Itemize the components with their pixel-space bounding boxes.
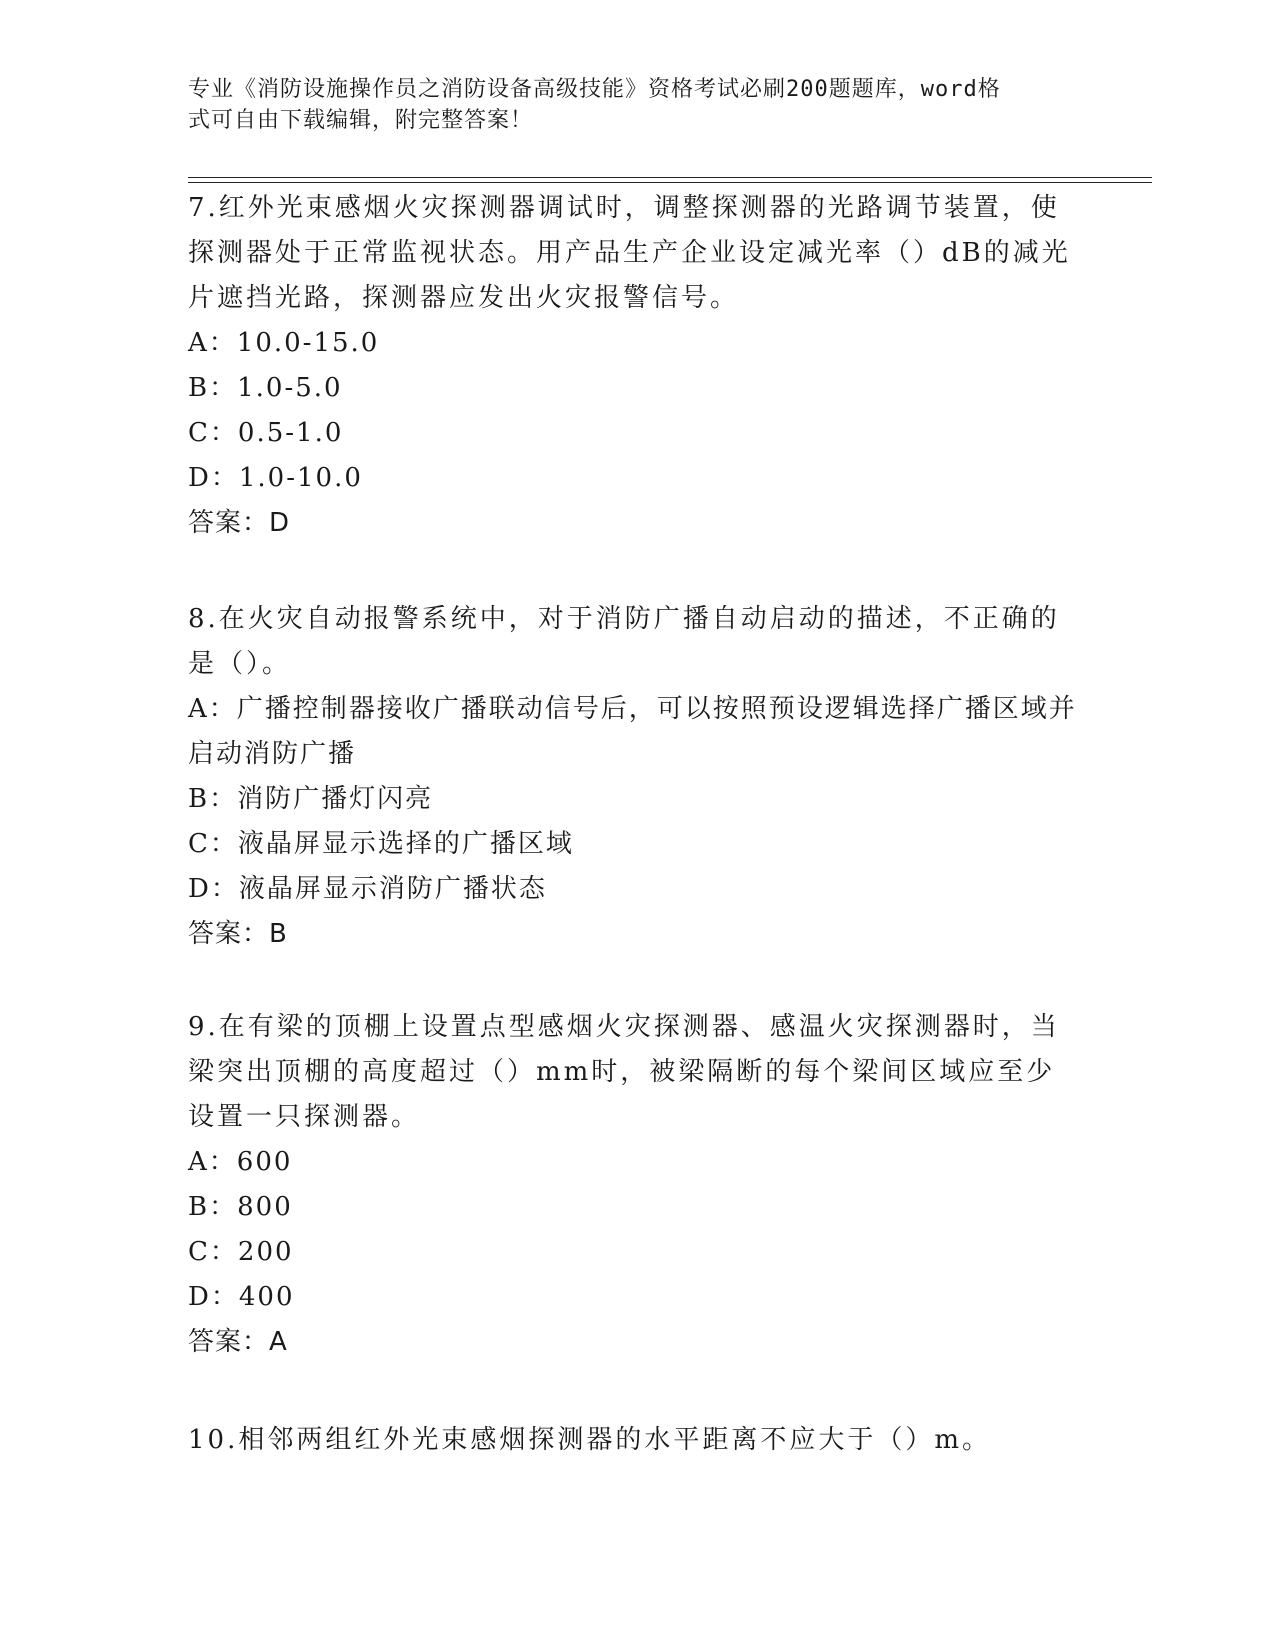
header-line-2: 式可自由下载编辑，附完整答案！ — [188, 108, 534, 133]
option-a — [188, 321, 1078, 366]
option-text: 广播控制器接收广播联动信号后，可以按照预设逻辑选择广播区域并启动消防广播 — [188, 694, 1077, 769]
option-d — [188, 456, 1078, 501]
option-text: 200 — [237, 1237, 294, 1267]
option-text: 消防广播灯闪亮 — [237, 784, 434, 814]
option-key: B： — [188, 1192, 238, 1222]
answer-line: 答案：B — [188, 919, 288, 949]
answer-line: 答案：A — [188, 1327, 288, 1357]
option-text: 800 — [237, 1192, 293, 1222]
option-c — [188, 411, 1078, 456]
option-c — [188, 822, 1078, 867]
header-divider-bottom — [188, 182, 1152, 183]
header-line-1: 专业《消防设施操作员之消防设备高级技能》资格考试必刷200题题库，word格 — [188, 77, 1001, 102]
question-stem: 9.在有梁的顶棚上设置点型感烟火灾探测器、感温火灾探测器时，当梁突出顶棚的高度超过（）mm时，被梁隔断的每个梁间区域应至少设置一只探测器。 — [188, 1012, 1060, 1132]
option-key: D： — [188, 874, 239, 904]
option-text: 1.0-5.0 — [237, 373, 343, 403]
option-c — [188, 1230, 1078, 1275]
question-stem: 7.红外光束感烟火灾探测器调试时，调整探测器的光路调节装置，使探测器处于正常监视状态。用产品生产企业设定减光率（）dB的减光片遮挡光路，探测器应发出火灾报警信号。 — [188, 193, 1071, 313]
question-7 — [188, 186, 1078, 546]
option-text: 10.0-15.0 — [236, 328, 380, 358]
option-key: A： — [188, 694, 237, 724]
document-header — [188, 74, 1068, 136]
option-text: 600 — [236, 1147, 293, 1177]
answer-line: 答案：D — [188, 508, 291, 538]
question-8 — [188, 597, 1078, 957]
option-text: 0.5-1.0 — [237, 418, 344, 448]
option-a — [188, 687, 1078, 777]
option-key: B： — [188, 784, 238, 814]
option-text: 400 — [238, 1282, 295, 1312]
option-text: 1.0-10.0 — [238, 463, 363, 493]
option-key: C： — [188, 1237, 238, 1267]
option-text: 液晶屏显示消防广播状态 — [238, 874, 547, 904]
option-key: D： — [188, 1282, 239, 1312]
option-key: A： — [188, 328, 237, 358]
option-a — [188, 1140, 1078, 1185]
option-key: A： — [188, 1147, 237, 1177]
option-text: 液晶屏显示选择的广播区域 — [237, 829, 574, 859]
question-stem: 8.在火灾自动报警系统中，对于消防广播自动启动的描述，不正确的是（）。 — [188, 604, 1060, 679]
header-divider-top — [188, 177, 1152, 178]
option-d — [188, 1275, 1078, 1320]
option-key: B： — [188, 373, 238, 403]
option-b — [188, 1185, 1078, 1230]
option-b — [188, 777, 1078, 822]
option-b — [188, 366, 1078, 411]
option-key: D： — [188, 463, 239, 493]
question-stem: 10.相邻两组红外光束感烟探测器的水平距离不应大于（）m。 — [188, 1425, 992, 1455]
option-d — [188, 867, 1078, 912]
question-10 — [188, 1418, 1078, 1463]
option-key: C： — [188, 418, 238, 448]
question-9 — [188, 1005, 1078, 1365]
option-key: C： — [188, 829, 238, 859]
